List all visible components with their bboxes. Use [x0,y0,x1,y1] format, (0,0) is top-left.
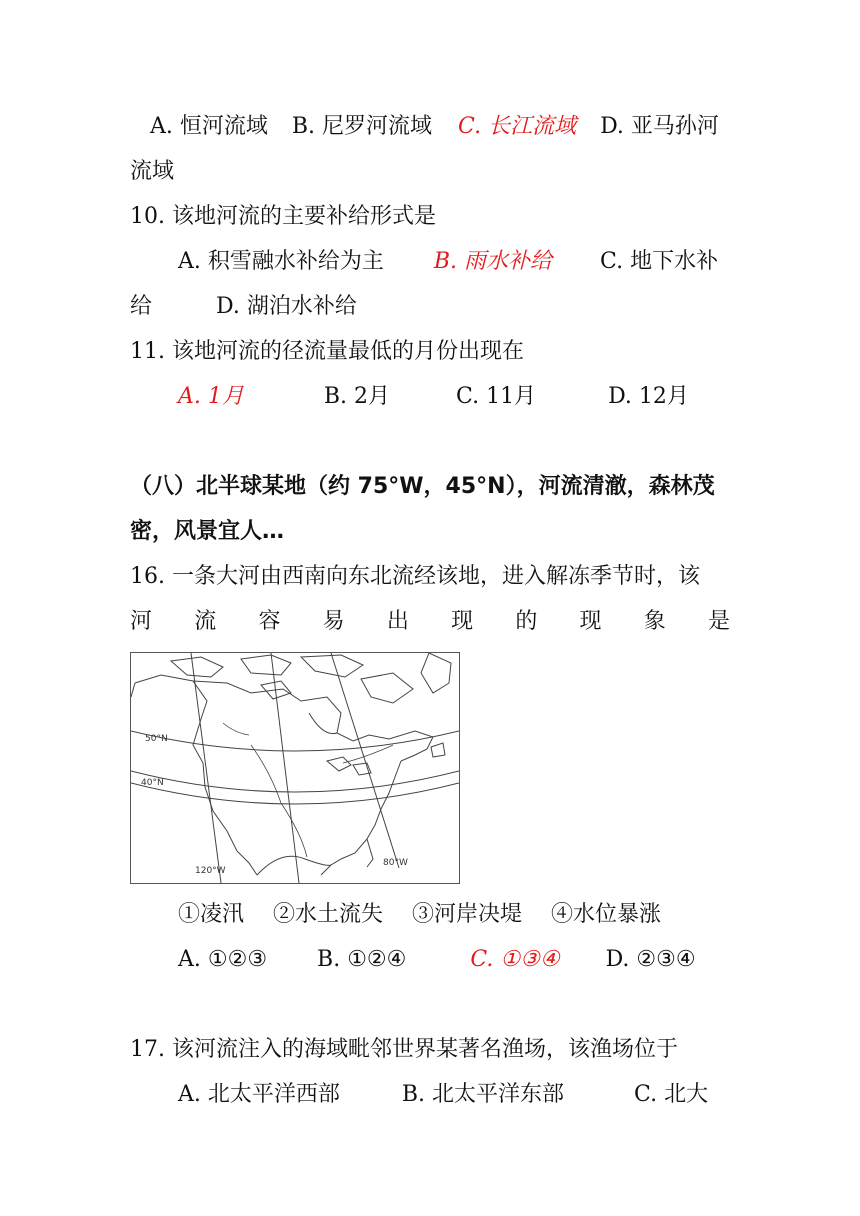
q11-stem: 11. 该地河流的径流量最低的月份出现在 [130,339,524,364]
lon-line-100 [271,653,299,883]
q10-option-c-cont: 给 [130,294,153,319]
q17-option-b: B. 北太平洋东部 [401,1082,565,1107]
q16-option-b: B. ①②④ [317,947,407,972]
q9-option-d-cont: 流域 [130,159,175,184]
section8-line1: （八）北半球某地（约 75°W，45°N），河流清澈，森林茂 [130,474,715,499]
q10-stem: 10. 该地河流的主要补给形式是 [130,204,436,229]
q9-option-a: A. 恒河流域 [150,114,268,139]
lat-line-40 [131,771,459,792]
q16-stem-char: 的 [515,609,538,634]
q11-option-d: D. 12月 [608,384,689,409]
q16-stem-char: 流 [194,609,217,634]
q9-option-c-answer: C. 长江流域 [458,114,577,139]
q16-stem-char: 现 [451,609,474,634]
q16-stem-char: 易 [322,609,345,634]
lat40-label: 40°N [141,778,164,788]
section8-line2: 密，风景宜人… [130,519,285,544]
q16-stem-line2 [130,607,730,637]
q17-option-a: A. 北太平洋西部 [178,1082,340,1107]
north-america-map [130,652,460,884]
lon-line-120 [191,653,221,883]
q16-stem-char: 是 [707,609,730,634]
q17-options-row [178,1080,708,1110]
q10-options-row2 [130,292,357,322]
q10-option-c: C. 地下水补 [600,249,719,274]
q16-option-a: A. ①②③ [178,947,268,972]
lat50-label: 50°N [145,734,168,744]
q9-options-row [150,112,719,142]
lat-line-38 [131,783,459,804]
q10-options-row [178,247,718,277]
map-drawing [131,653,459,883]
lon80-label: 80°W [383,858,408,868]
q16-stem: 16. 一条大河由西南向东北流经该地，进入解冻季节时，该 [130,564,700,589]
q17-stem: 17. 该河流注入的海域毗邻世界某著名渔场，该渔场位于 [130,1037,678,1062]
q10-option-d: D. 湖泊水补给 [216,294,357,319]
q17-option-c: C. 北大 [634,1082,709,1107]
q10-option-b-answer: B. 雨水补给 [433,249,553,274]
lat-line-50 [131,731,459,751]
q16-option-c-answer: C. ①③④ [470,947,560,972]
q9-option-b: B. 尼罗河流域 [291,114,433,139]
q9-option-d: D. 亚马孙河 [600,114,719,139]
q10-option-a: A. 积雪融水补给为主 [178,249,384,274]
q16-stem-char: 容 [258,609,281,634]
q16-stem-char: 河 [130,609,153,634]
q11-option-c: C. 11月 [456,384,537,409]
q16-stem-char: 象 [643,609,666,634]
q16-stem-char: 现 [579,609,602,634]
q11-option-b: B. 2月 [323,384,391,409]
lon120-label: 120°W [195,866,226,876]
q16-option-d: D. ②③④ [605,947,696,972]
q11-option-a-answer: A. 1月 [178,384,244,409]
q16-options-row [178,945,696,975]
q16-stem-char: 出 [386,609,409,634]
q11-options-row [178,382,689,412]
q16-items: ①凌汛 ②水土流失 ③河岸决堤 ④水位暴涨 [178,902,661,927]
